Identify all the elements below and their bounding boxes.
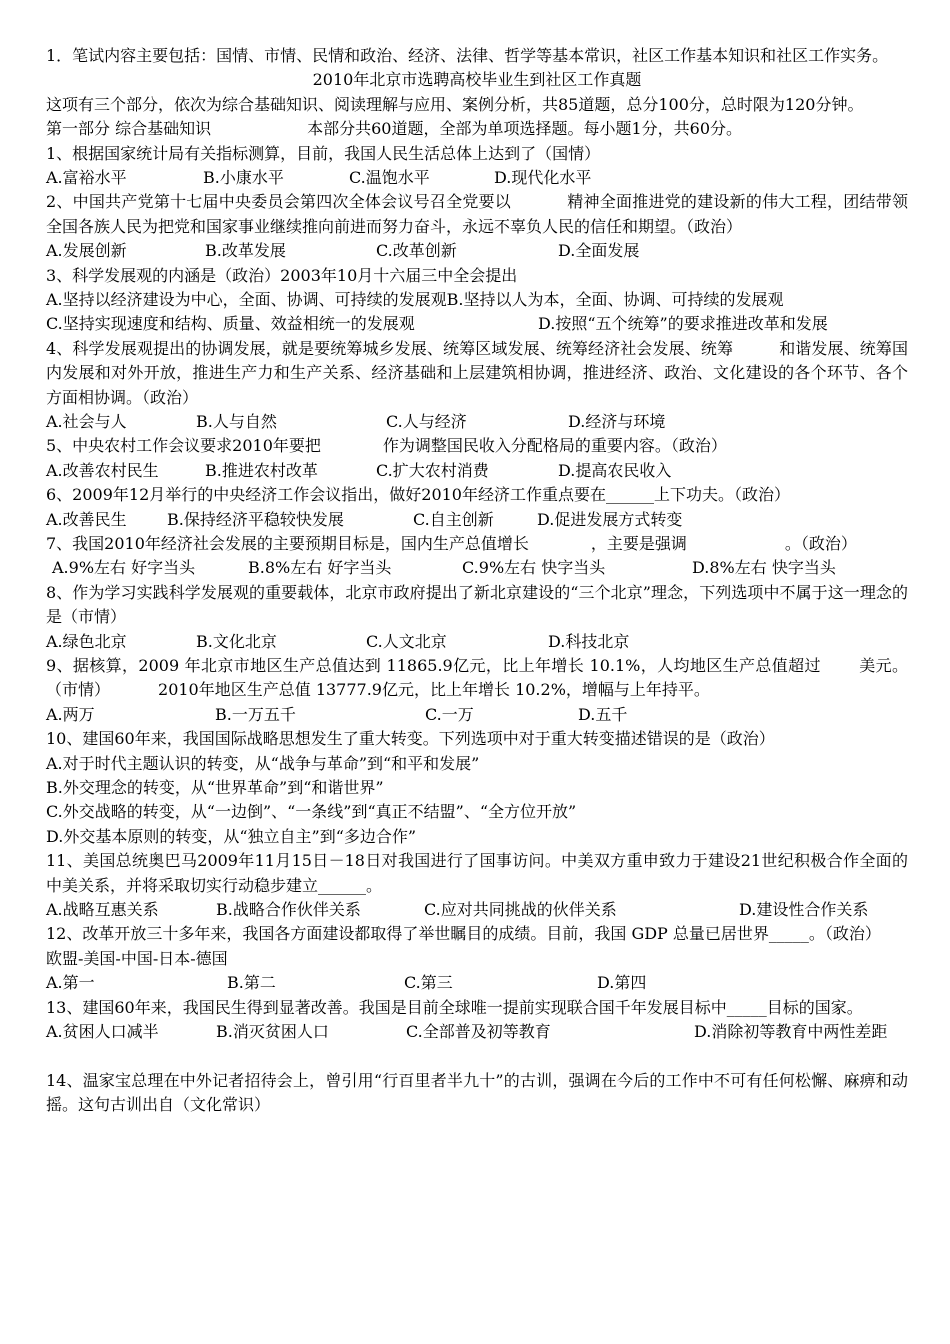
option: C.外交战略的转变，从“一边倒”、“一条线”到“真正不结盟”、“全方位开放”: [46, 802, 577, 822]
question-4-options: [46, 410, 908, 434]
spacer: [46, 1044, 908, 1068]
option: B.战略合作伙伴关系: [216, 900, 361, 920]
option: C.改革创新: [376, 241, 457, 261]
option: B.人与自然: [196, 412, 277, 432]
option: B.保持经济平稳较快发展: [167, 509, 344, 529]
question-text: 4、科学发展观提出的协调发展，就是要统筹城乡发展、统筹区域发展、统筹经济社会发展、统筹: [46, 338, 734, 358]
answer-blank: [529, 532, 591, 556]
option: D.提高农民收入: [558, 460, 672, 480]
option: C.全部普及初等教育: [406, 1022, 551, 1042]
option: D.建设性合作关系: [739, 900, 869, 920]
option: C.第三: [404, 973, 453, 993]
option: C.9%左右 快字当头: [462, 558, 606, 578]
question-5-options: [46, 459, 908, 483]
document-page: [46, 44, 908, 1118]
answer-blank: [687, 532, 785, 556]
question-2-options: [46, 239, 908, 263]
option: C.坚持实现速度和结构、质量、效益相统一的发展观: [46, 314, 415, 334]
option: A.发展创新: [46, 241, 127, 261]
option: C.人与经济: [386, 412, 467, 432]
option: A.富裕水平: [46, 168, 127, 188]
question-3: 3、科学发展观的内涵是（政治）2003年10月十六届三中全会提出: [46, 265, 518, 285]
option: B.外交理念的转变，从“世界革命”到“和谐世界”: [46, 778, 384, 798]
option: D.第四: [597, 973, 647, 993]
option: D.消除初等教育中两性差距: [694, 1022, 888, 1042]
option: D.促进发展方式转变: [537, 509, 683, 529]
part-name: 第一部分 综合基础知识: [46, 119, 212, 139]
part-note: 本部分共60道题，全部为单项选择题。每小题1分，共60分。: [307, 119, 742, 139]
question-text: 。（政治）: [784, 534, 857, 554]
option: B.小康水平: [203, 168, 284, 188]
option: C.应对共同挑战的伙伴关系: [424, 900, 617, 920]
option: D.按照“五个统筹”的要求推进改革和发展: [538, 314, 828, 334]
question-text: 2、中国共产党第十七届中央委员会第四次全体会议号召全党要以: [46, 192, 512, 212]
option: A.社会与人: [46, 412, 127, 432]
question-7-options: [46, 556, 908, 580]
question-text: 7、我国2010年经济社会发展的主要预期目标是，国内生产总值增长: [46, 534, 529, 554]
option: C.扩大农村消费: [376, 460, 489, 480]
question-8: 8、作为学习实践科学发展观的重要载体，北京市政府提出了新北京建设的“三个北京”理念，下列选项中不属于这一理念的是（市情）: [46, 582, 908, 627]
option: A.坚持以经济建设为中心，全面、协调、可持续的发展观: [46, 290, 447, 310]
option: D.外交基本原则的转变，从“独立自主”到“多边合作”: [46, 826, 417, 846]
question-3-options-cd: [46, 312, 908, 336]
question-text: 作为调整国民收入分配格局的重要内容。（政治）: [382, 436, 727, 456]
question-text: 和谐发展、统筹国内发展和对外开放，推进生产力和生产关系、经济基础和上层建筑相协调，推进经济、政治、文化建设的各个环节、各个方面相协调。（政治）: [46, 338, 908, 407]
option: D.经济与环境: [568, 412, 666, 432]
question-4: [46, 337, 908, 410]
question-9: [46, 654, 908, 703]
question-5: [46, 434, 908, 458]
option: B.改革发展: [205, 241, 286, 261]
question-12: 12、改革开放三十多年来，我国各方面建设都取得了举世瞩目的成绩。目前，我国 GDP 总量已居世界_____。（政治）: [46, 924, 881, 944]
question-2: [46, 190, 908, 239]
question-12-note: 欧盟-美国-中国-日本-德国: [46, 948, 228, 968]
option: B.文化北京: [196, 631, 277, 651]
question-text: 5、中央农村工作会议要求2010年要把: [46, 436, 321, 456]
option: A.9%左右 好字当头: [52, 558, 196, 578]
option: C.一万: [425, 704, 474, 724]
question-7: [46, 532, 908, 556]
option: C.人文北京: [366, 631, 447, 651]
option: A.两万: [46, 704, 95, 724]
option: D.全面发展: [558, 241, 640, 261]
option: B.8%左右 好字当头: [248, 558, 392, 578]
option: A.对于时代主题认识的转变，从“战争与革命”到“和平和发展”: [46, 753, 480, 773]
question-text: 2010年地区生产总值 13777.9亿元，比上年增长 10.2%，增幅与上年持平。: [158, 680, 710, 700]
question-1-options: [46, 166, 908, 190]
option: D.8%左右 快字当头: [692, 558, 836, 578]
question-text: ，主要是强调: [590, 534, 687, 554]
question-6-options: [46, 508, 908, 532]
option: B.第二: [227, 973, 276, 993]
question-6: 6、2009年12月举行的中央经济工作会议指出，做好2010年经济工作重点要在______上下功夫。（政治）: [46, 485, 790, 505]
question-13: 13、建国60年来，我国民生得到显著改善。我国是目前全球唯一提前实现联合国千年发展目标中_____目标的国家。: [46, 997, 863, 1017]
option: B.推进农村改革: [205, 460, 318, 480]
part-heading: [46, 117, 908, 141]
question-text: 美元。（市情）: [46, 656, 908, 700]
option: A.绿色北京: [46, 631, 127, 651]
option: B.消灭贫困人口: [216, 1022, 329, 1042]
question-11: 11、美国总统奥巴马2009年11月15日－18日对我国进行了国事访问。中美双方重申致力于建设21世纪积极合作全面的中美关系，并将采取切实行动稳步建立______。: [46, 851, 908, 895]
option: D.五千: [578, 704, 628, 724]
question-10: 10、建国60年来，我国国际战略思想发生了重大转变。下列选项中对于重大转变描述错误的是（政治）: [46, 729, 775, 749]
question-13-options: [46, 1020, 908, 1044]
question-8-options: [46, 630, 908, 654]
option: A.改善民生: [46, 509, 127, 529]
option: A.贫困人口减半: [46, 1022, 159, 1042]
option: A.改善农村民生: [46, 460, 159, 480]
option: D.科技北京: [548, 631, 630, 651]
page-title: 2010年北京市选聘高校毕业生到社区工作真题: [312, 70, 642, 90]
question-text: 精神全面推进党的建设新的伟大工程，团结带领全国各族人民为把党和国家事业继续推向前进而努力奋斗，永远不辜负人民的信任和期望。（政治）: [46, 192, 908, 236]
option: B.一万五千: [215, 704, 296, 724]
question-14: 14、温家宝总理在中外记者招待会上，曾引用“行百里者半九十”的古训，强调在今后的工作中不可有任何松懈、麻痹和动摇。这句古训出自（文化常识）: [46, 1070, 908, 1115]
question-11-options: [46, 898, 908, 922]
option: C.自主创新: [413, 509, 494, 529]
option: A.第一: [46, 973, 95, 993]
question-12-options: [46, 971, 908, 995]
question-9-options: [46, 703, 908, 727]
question-text: 9、据核算，2009 年北京市地区生产总值达到 11865.9亿元，比上年增长 10.1%，人均地区生产总值超过: [46, 656, 821, 675]
exam-description: 这项有三个部分，依次为综合基础知识、阅读理解与应用、案例分析，共85道题，总分100分，总时限为120分钟。: [46, 94, 864, 114]
option: D.现代化水平: [494, 168, 592, 188]
intro-paragraph: 1．笔试内容主要包括：国情、市情、民情和政治、经济、法律、哲学等基本常识，社区工作基本知识和社区工作实务。: [46, 46, 889, 65]
question-3-options-ab: [46, 288, 908, 312]
option: C.温饱水平: [349, 168, 430, 188]
question-1: 1、根据国家统计局有关指标测算，目前，我国人民生活总体上达到了（国情）: [46, 143, 601, 163]
option: A.战略互惠关系: [46, 900, 159, 920]
option: B.坚持以人为本，全面、协调、可持续的发展观: [446, 290, 784, 310]
